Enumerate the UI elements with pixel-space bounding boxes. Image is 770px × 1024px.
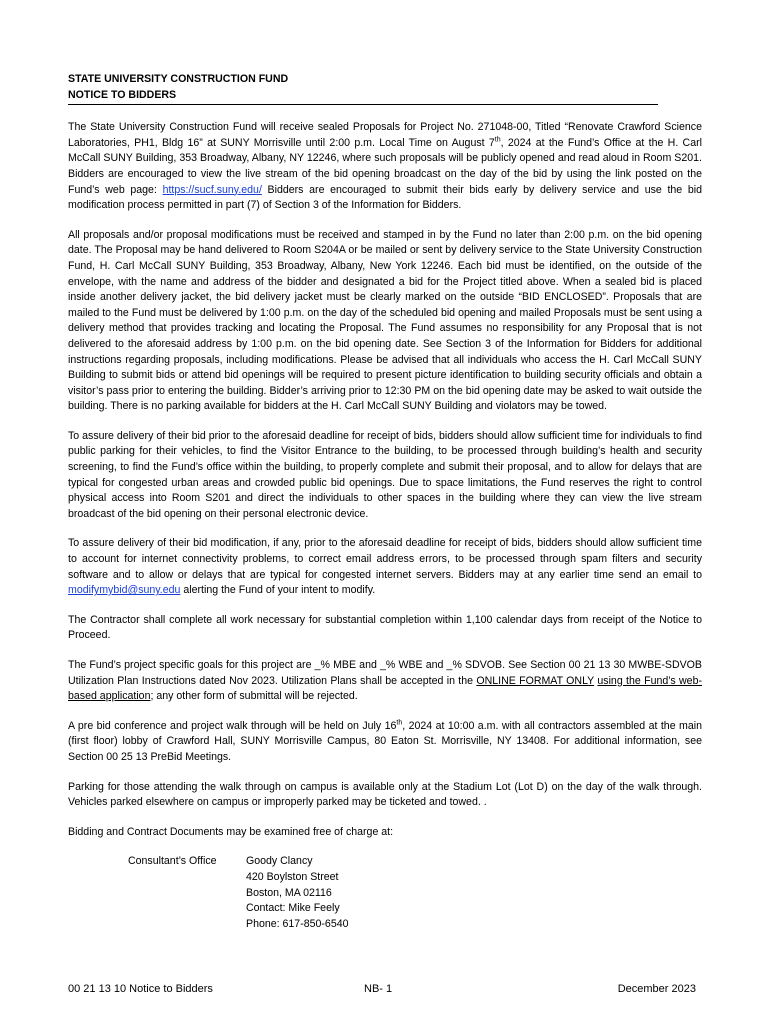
- para6-text-a: The Fund’s project specific goals for this project are _% MBE and _% WBE and _% SDVOB. See Section 00 21 13 30 MWBE-SDVOB Utilization Plan Instructions dated Nov 2023. Utilization Plans shall be accepted in the: [68, 659, 702, 687]
- consultant-office-label: Consultant’s Office: [128, 855, 217, 868]
- header-subtitle: NOTICE TO BIDDERS: [68, 88, 658, 106]
- web-application-text: using the Fund’s web-based application: [68, 674, 702, 703]
- paragraph-parking: Parking for those attending the walk through on campus is available only at the Stadium Lot (Lot D) on the day of the walk through. Vehicles parked elsewhere on campus or improperly parked may be ticketed and towed. .: [68, 780, 702, 809]
- para4-text-b: alerting the Fund of your intent to modify.: [180, 584, 376, 597]
- footer-page-number: NB- 1: [364, 983, 393, 995]
- paragraph-proposal-delivery: All proposals and/or proposal modifications must be received and stamped in by the Fund no later than 2:00 p.m. on the bid opening date. The Proposal may be hand delivered to Room S204A or be mailed or sent by delivery service to the State University Construction Fund, H. Carl McCall SUNY Building, 353 Broadway, Albany, New York 12246. Each bid must be identified, on the outside of the envelope, with the name and address of the bidder and designated a bid for the Project titled above. When a sealed bid is placed inside another delivery jacket, the bid delivery jacket must be clearly marked on the outside “BID ENCLOSED”. Proposals that are mailed to the Fund must be delivered by 1:00 p.m. on the day of the scheduled bid opening and mailed Proposals must be sent using a delivery method that provides tracking and locating the Proposal. The Fund assumes no responsibility for any Proposal that is not delivered to the aforesaid address by 1:00 p.m. on the bid opening date. See Section 3 of the Information for Bidders for additional instructions regarding proposals, including modifications. Please be advised that all individuals who access the H. Carl McCall SUNY Building to submit bids or attend bid openings will be required to present picture identification to building security officials and obtain a visitor’s pass prior to entering the building. Bidder’s arriving prior to 12:30 PM on the bid opening date may be asked to wait outside the building. There is no parking available for bidders at the H. Carl McCall SUNY Building and violators may be towed.: [68, 228, 702, 413]
- modify-bid-email-link[interactable]: modifymybid@suny.edu: [68, 584, 181, 597]
- para1-text-c: Bidders are encouraged to submit their bids early by delivery service and use the bid modification process permitted in part (7) of Section 3 of the Information for Bidders.: [68, 183, 702, 212]
- consultant-street: 420 Boylston Street: [246, 870, 339, 883]
- footer-section-title: 00 21 13 10 Notice to Bidders: [68, 983, 213, 995]
- document-header: [68, 72, 702, 105]
- paragraph-prebid-conference: [68, 719, 702, 766]
- consultant-name: Goody Clancy: [246, 855, 313, 868]
- paragraph-delivery-timing: To assure delivery of their bid prior to the aforesaid deadline for receipt of bids, bidders should allow sufficient time for individuals to find public parking for their vehicles, to find the Visitor Entrance to the building, to be processed through building’s health and security screening, to find the Fund’s office within the building, to properly complete and submit their proposal, and to allow for delays that are typical for congested urban areas and crowded public bid openings. Due to space limitations, the Fund reserves the right to control physical access into Room S201 and direct the individuals to other spaces in the building where they can view the live stream broadcast of the bid opening on their personal electronic device.: [68, 429, 703, 520]
- consultant-city: Boston, MA 02116: [246, 886, 332, 899]
- header-title: STATE UNIVERSITY CONSTRUCTION FUND: [68, 73, 289, 85]
- para7-text-b: , 2024 at 10:00 a.m. with all contractors assembled at the main (first floor) lobby of Crawford Hall, SUNY Morrisville Campus, 80 Eaton St. Morrisville, NY 13408. For additional information, see Section 00 25 13 PreBid Meetings.: [68, 719, 702, 763]
- paragraph-documents-examination: Bidding and Contract Documents may be examined free of charge at:: [68, 825, 394, 838]
- footer-date: December 2023: [617, 983, 696, 995]
- paragraph-project-goals: [68, 658, 702, 705]
- document-body: [68, 72, 702, 932]
- online-format-only-text: ONLINE FORMAT ONLY: [476, 674, 595, 687]
- consultant-office-block: [68, 854, 702, 932]
- para6-text-b: ; any other form of submittal will be rejected.: [150, 690, 358, 703]
- paragraph-completion-time: The Contractor shall complete all work necessary for substantial completion within 1,100 calendar days from receipt of the Notice to Proceed.: [68, 613, 702, 642]
- para7-text-a: A pre bid conference and project walk through will be held on July 16: [68, 719, 397, 732]
- para1-text-a: The State University Construction Fund will receive sealed Proposals for Project No. 271048-00, Titled “Renovate Crawford Science Laboratories, PH1, Bldg 16” at SUNY Morrisville until 2:00 p.m. Local Time on August 7: [68, 121, 702, 149]
- para1-sup: th: [494, 136, 501, 144]
- paragraph-bid-modification: [68, 536, 702, 598]
- consultant-phone: Phone: 617-850-6540: [246, 917, 349, 930]
- sucf-website-link[interactable]: https://sucf.suny.edu/: [162, 183, 262, 196]
- para7-sup: th: [396, 719, 403, 727]
- para4-text-a: To assure delivery of their bid modification, if any, prior to the aforesaid deadline for receipt of bids, bidders should allow sufficient time to account for internet connectivity problems, to correct email address errors, to be processed through spam filters and security software and to allow or delays that are typical for congested internet servers. Bidders may at any earlier time send an email to: [68, 537, 702, 581]
- consultant-contact: Contact: Mike Feely: [246, 902, 340, 915]
- consultant-address: [246, 854, 349, 932]
- para1-text-b: , 2024 at the Fund’s Office at the H. Carl McCall SUNY Building, 353 Broadway, Albany, NY 12246, where such proposals will be publicly opened and read aloud in Room S201. Bidders are encouraged to view the live stream of the bid opening broadcast on the day of the bid by using the link posted on the Fund’s web page:: [68, 136, 702, 196]
- paragraph-project-announcement: [68, 120, 702, 214]
